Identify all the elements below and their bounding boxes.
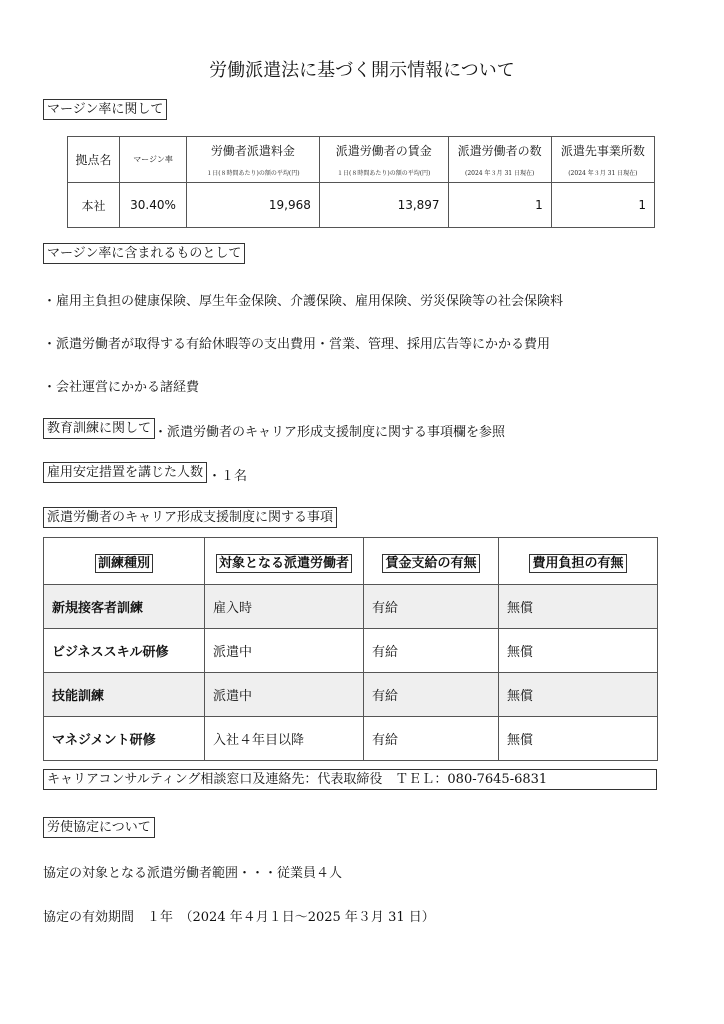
header-client-count: 派遣先事業所数 (2024 年３月 31 日現在) [551,137,654,183]
table-row [44,673,658,717]
cell-target-workers: 雇入時 [205,585,364,629]
career-contact: キャリアコンサルティング相談窓口及連絡先：代表取締役 ＴＥＬ：080-7645-6831 [43,769,657,790]
education-text: ・派遣労働者のキャリア形成支援制度に関する事項欄を参照 [154,425,506,440]
cell-training-type: 技能訓練 [44,673,205,717]
career-section-heading: 派遣労働者のキャリア形成支援制度に関する事項 [43,507,337,528]
header-target-workers: 対象となる派遣労働者 [205,538,364,585]
education-heading: 教育訓練に関して [43,418,155,439]
labor-agreement-heading: 労使協定について [43,817,155,838]
margin-section-heading: マージン率に関して [43,99,167,120]
includes-item: ・派遣労働者が取得する有給休暇等の支出費用・営業、管理、採用広告等にかかる費用 [43,337,551,352]
cell-training-type: 新規接客者訓練 [44,585,205,629]
cell-cost-burden: 無償 [499,673,658,717]
table-row [44,629,658,673]
table-row [44,717,658,761]
cell-training-type: ビジネススキル研修 [44,629,205,673]
agreement-scope: 協定の対象となる派遣労働者範囲・・・従業員４人 [43,866,343,881]
cell-worker-count: 1 [448,183,551,228]
cell-margin-rate: 30.40% [120,183,187,228]
header-margin-rate: マージン率 [120,137,187,183]
header-wage-payment: 賃金支給の有無 [364,538,499,585]
header-location: 拠点名 [68,137,120,183]
table-row [44,585,658,629]
includes-section-heading: マージン率に含まれるものとして [43,243,245,264]
includes-item: ・雇用主負担の健康保険、厚生年金保険、介護保険、雇用保険、労災保険等の社会保険料 [43,294,564,309]
cell-dispatch-fee: 19,968 [186,183,319,228]
margin-table [67,136,655,228]
includes-item: ・会社運営にかかる諸経費 [43,380,200,395]
cell-cost-burden: 無償 [499,629,658,673]
training-table [43,537,658,761]
cell-wage-payment: 有給 [364,585,499,629]
agreement-period: 協定の有効期間 １年 （2024 年４月１日～2025 年３月 31 日） [43,910,435,925]
margin-table-header-row [68,137,655,183]
cell-client-count: 1 [551,183,654,228]
page-title: 労働派遣法に基づく開示情報について [209,60,515,81]
cell-training-type: マネジメント研修 [44,717,205,761]
cell-wage-payment: 有給 [364,673,499,717]
header-dispatch-fee: 労働者派遣料金 １日(８時間あたり)の額の平均(円) [186,137,319,183]
header-cost-burden: 費用負担の有無 [499,538,658,585]
training-table-header-row [44,538,658,585]
header-training-type: 訓練種別 [44,538,205,585]
cell-wage-payment: 有給 [364,717,499,761]
header-worker-wage: 派遣労働者の賃金 １日(８時間あたり)の額の平均(円) [319,137,448,183]
cell-target-workers: 入社４年目以降 [205,717,364,761]
cell-worker-wage: 13,897 [319,183,448,228]
cell-target-workers: 派遣中 [205,673,364,717]
employment-heading: 雇用安定措置を講じた人数 [43,462,207,483]
cell-wage-payment: 有給 [364,629,499,673]
cell-location: 本社 [68,183,120,228]
margin-table-row [68,183,655,228]
header-worker-count: 派遣労働者の数 (2024 年３月 31 日現在) [448,137,551,183]
cell-cost-burden: 無償 [499,717,658,761]
cell-target-workers: 派遣中 [205,629,364,673]
cell-cost-burden: 無償 [499,585,658,629]
employment-text: ・１名 [208,469,248,484]
